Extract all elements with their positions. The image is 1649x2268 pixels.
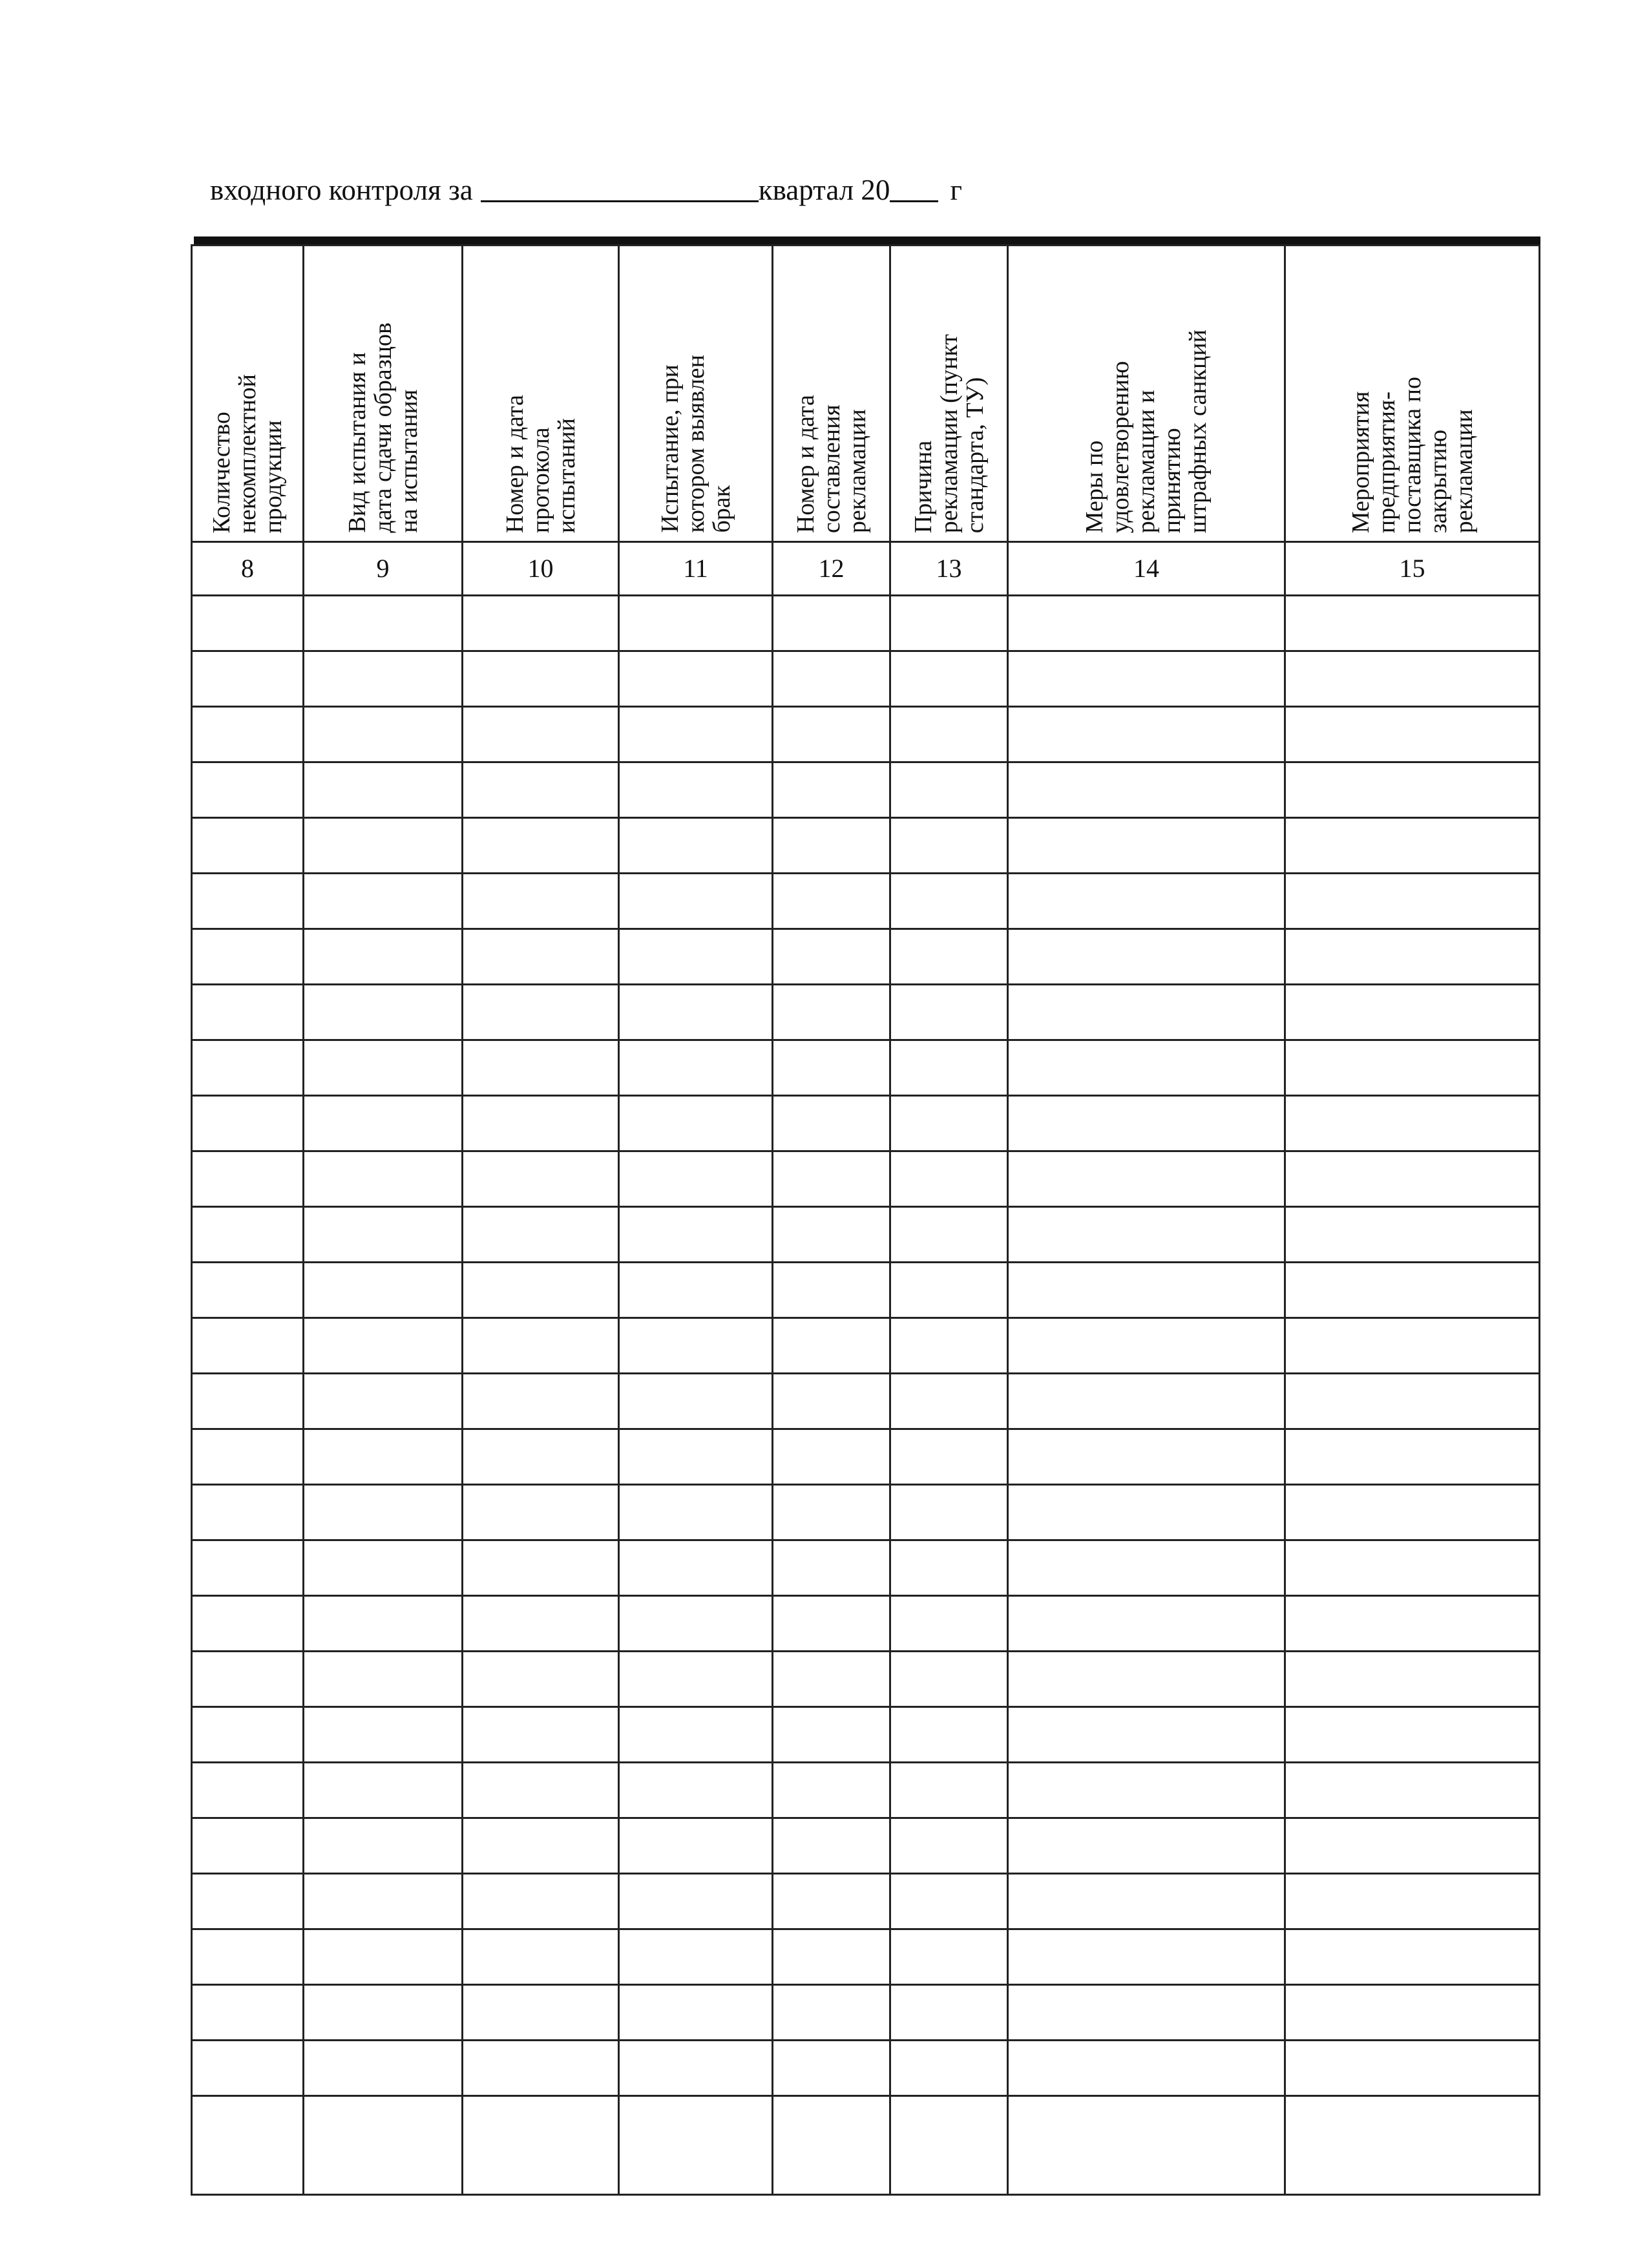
table-cell[interactable] xyxy=(1285,1374,1540,1429)
table-cell[interactable] xyxy=(304,1540,463,1596)
column-header-12 xyxy=(773,246,890,542)
table-cell[interactable] xyxy=(304,651,463,707)
table-cell[interactable] xyxy=(463,1429,619,1485)
table-cell[interactable] xyxy=(463,1596,619,1652)
table-cell[interactable] xyxy=(890,1596,1008,1652)
table-cell[interactable] xyxy=(619,651,773,707)
table-cell[interactable] xyxy=(463,1040,619,1096)
table-cell[interactable] xyxy=(773,1318,890,1374)
table-cell[interactable] xyxy=(192,1485,304,1540)
table-cell[interactable] xyxy=(192,596,304,651)
table-cell[interactable] xyxy=(619,1263,773,1318)
table-row xyxy=(192,1818,1540,1874)
table-cell[interactable] xyxy=(1285,2096,1540,2195)
table-row xyxy=(192,1929,1540,1985)
column-number: 9 xyxy=(304,542,463,596)
table-cell[interactable] xyxy=(304,1429,463,1485)
column-header-8 xyxy=(192,246,304,542)
table-cell[interactable] xyxy=(890,1763,1008,1818)
table-cell[interactable] xyxy=(1285,1040,1540,1096)
table-cell[interactable] xyxy=(463,651,619,707)
table-cell[interactable] xyxy=(773,985,890,1040)
table-cell[interactable] xyxy=(1285,1929,1540,1985)
table-cell[interactable] xyxy=(1008,707,1285,762)
table-cell[interactable] xyxy=(890,1151,1008,1207)
table-cell[interactable] xyxy=(304,1318,463,1374)
table-cell[interactable] xyxy=(304,762,463,818)
table-cell[interactable] xyxy=(192,707,304,762)
table-cell[interactable] xyxy=(1285,1763,1540,1818)
table-cell[interactable] xyxy=(773,707,890,762)
table-cell[interactable] xyxy=(773,1540,890,1596)
table-cell[interactable] xyxy=(1008,1763,1285,1818)
table-cell[interactable] xyxy=(463,818,619,874)
table-cell[interactable] xyxy=(773,1207,890,1263)
column-label: Испытание, при котором выявлен брак xyxy=(656,355,735,533)
table-cell[interactable] xyxy=(1008,1985,1285,2041)
table-cell[interactable] xyxy=(304,1596,463,1652)
table-cell[interactable] xyxy=(1008,1374,1285,1429)
table-cell[interactable] xyxy=(890,818,1008,874)
table-cell[interactable] xyxy=(773,1596,890,1652)
table-cell[interactable] xyxy=(773,1040,890,1096)
table-cell[interactable] xyxy=(304,1374,463,1429)
table-cell[interactable] xyxy=(1008,929,1285,985)
table-row xyxy=(192,1540,1540,1596)
table-cell[interactable] xyxy=(619,874,773,929)
table-cell[interactable] xyxy=(1285,985,1540,1040)
table-cell[interactable] xyxy=(1285,874,1540,929)
table-cell[interactable] xyxy=(192,1263,304,1318)
table-cell[interactable] xyxy=(192,1096,304,1151)
column-header-9 xyxy=(304,246,463,542)
table-cell[interactable] xyxy=(304,1096,463,1151)
table-cell[interactable] xyxy=(192,651,304,707)
table-row xyxy=(192,818,1540,874)
table-cell[interactable] xyxy=(304,2041,463,2096)
table-cell[interactable] xyxy=(192,1429,304,1485)
table-cell[interactable] xyxy=(890,1707,1008,1763)
table-row xyxy=(192,929,1540,985)
table-row xyxy=(192,1151,1540,1207)
table-cell[interactable] xyxy=(1285,1596,1540,1652)
table-cell[interactable] xyxy=(304,1929,463,1985)
table-cell[interactable] xyxy=(304,1485,463,1540)
table-cell[interactable] xyxy=(463,1374,619,1429)
table-cell[interactable] xyxy=(619,1096,773,1151)
table-cell[interactable] xyxy=(619,1374,773,1429)
column-number: 12 xyxy=(773,542,890,596)
table-row xyxy=(192,1485,1540,1540)
table-cell[interactable] xyxy=(304,1707,463,1763)
table-cell[interactable] xyxy=(1285,1207,1540,1263)
table-cell[interactable] xyxy=(463,1540,619,1596)
table-cell[interactable] xyxy=(619,1596,773,1652)
column-label: Номер и дата составления рекламации xyxy=(792,394,871,533)
table-cell[interactable] xyxy=(1285,707,1540,762)
table-cell[interactable] xyxy=(304,1263,463,1318)
table-row xyxy=(192,1096,1540,1151)
table-cell[interactable] xyxy=(1285,1874,1540,1929)
table-row xyxy=(192,1374,1540,1429)
table-cell[interactable] xyxy=(463,2096,619,2195)
table-cell[interactable] xyxy=(773,2096,890,2195)
table-cell[interactable] xyxy=(1008,985,1285,1040)
table-cell[interactable] xyxy=(463,596,619,651)
table-cell[interactable] xyxy=(619,1985,773,2041)
table-cell[interactable] xyxy=(192,762,304,818)
heading-text-after: г xyxy=(950,174,962,206)
table-cell[interactable] xyxy=(192,1929,304,1985)
table-cell[interactable] xyxy=(1008,1818,1285,1874)
table-cell[interactable] xyxy=(1008,1096,1285,1151)
table-cell[interactable] xyxy=(773,1485,890,1540)
table-cell[interactable] xyxy=(773,1818,890,1874)
table-cell[interactable] xyxy=(463,2041,619,2096)
table-cell[interactable] xyxy=(1008,1151,1285,1207)
table-cell[interactable] xyxy=(304,1207,463,1263)
table-cell[interactable] xyxy=(890,1652,1008,1707)
table-cell[interactable] xyxy=(890,985,1008,1040)
table-row xyxy=(192,1429,1540,1485)
table-cell[interactable] xyxy=(304,874,463,929)
table-cell[interactable] xyxy=(304,1985,463,2041)
table-cell[interactable] xyxy=(192,929,304,985)
table-cell[interactable] xyxy=(1285,1263,1540,1318)
table-cell[interactable] xyxy=(619,818,773,874)
table-cell[interactable] xyxy=(619,929,773,985)
table-cell[interactable] xyxy=(619,985,773,1040)
table-cell[interactable] xyxy=(304,707,463,762)
table-cell[interactable] xyxy=(192,818,304,874)
table-header-row xyxy=(192,246,1540,542)
table-cell[interactable] xyxy=(773,2041,890,2096)
table-cell[interactable] xyxy=(890,1263,1008,1318)
table-cell[interactable] xyxy=(1008,1596,1285,1652)
table-cell[interactable] xyxy=(619,1707,773,1763)
table-cell[interactable] xyxy=(304,818,463,874)
table-cell[interactable] xyxy=(773,818,890,874)
table-cell[interactable] xyxy=(304,1818,463,1874)
table-cell[interactable] xyxy=(773,651,890,707)
table-cell[interactable] xyxy=(304,1763,463,1818)
table-cell[interactable] xyxy=(192,1151,304,1207)
column-number-row xyxy=(192,542,1540,596)
table-row xyxy=(192,2096,1540,2195)
table-cell[interactable] xyxy=(463,1096,619,1151)
table-cell[interactable] xyxy=(304,1040,463,1096)
table-cell[interactable] xyxy=(773,1985,890,2041)
table-cell[interactable] xyxy=(890,651,1008,707)
table-row xyxy=(192,1985,1540,2041)
table-row xyxy=(192,1318,1540,1374)
table-cell[interactable] xyxy=(890,1040,1008,1096)
table-cell[interactable] xyxy=(890,1096,1008,1151)
table-row xyxy=(192,596,1540,651)
table-cell[interactable] xyxy=(619,707,773,762)
table-cell[interactable] xyxy=(192,1207,304,1263)
inspection-table xyxy=(191,244,1540,2196)
table-cell[interactable] xyxy=(1008,874,1285,929)
table-cell[interactable] xyxy=(1285,1151,1540,1207)
table-cell[interactable] xyxy=(619,1151,773,1207)
column-number: 10 xyxy=(463,542,619,596)
table-cell[interactable] xyxy=(773,1763,890,1818)
table-row xyxy=(192,651,1540,707)
table-cell[interactable] xyxy=(463,1985,619,2041)
column-label: Меры по удовлетворению рекламации и принятию штрафных санкций xyxy=(1081,329,1212,533)
table-cell[interactable] xyxy=(1008,596,1285,651)
table-cell[interactable] xyxy=(1008,1540,1285,1596)
table-cell[interactable] xyxy=(192,1985,304,2041)
table-cell[interactable] xyxy=(192,985,304,1040)
table-row xyxy=(192,707,1540,762)
table-cell[interactable] xyxy=(773,1151,890,1207)
table-row xyxy=(192,1707,1540,1763)
table-cell[interactable] xyxy=(773,762,890,818)
table-cell[interactable] xyxy=(890,1929,1008,1985)
table-cell[interactable] xyxy=(619,1429,773,1485)
table-cell[interactable] xyxy=(1008,651,1285,707)
table-cell[interactable] xyxy=(463,929,619,985)
table-cell[interactable] xyxy=(192,1374,304,1429)
table-row xyxy=(192,2041,1540,2096)
table-cell[interactable] xyxy=(1008,1652,1285,1707)
table-cell[interactable] xyxy=(1285,1985,1540,2041)
table-cell[interactable] xyxy=(192,1763,304,1818)
table-cell[interactable] xyxy=(463,1151,619,1207)
table-row xyxy=(192,874,1540,929)
column-label: Номер и дата протокола испытаний xyxy=(501,394,580,533)
top-thick-rule xyxy=(194,236,1540,244)
table-cell[interactable] xyxy=(1285,818,1540,874)
table-cell[interactable] xyxy=(1285,1652,1540,1707)
table-cell[interactable] xyxy=(773,1652,890,1707)
table-cell[interactable] xyxy=(619,1763,773,1818)
table-cell[interactable] xyxy=(773,1374,890,1429)
table-cell[interactable] xyxy=(304,2096,463,2195)
table-cell[interactable] xyxy=(1285,1707,1540,1763)
table-cell[interactable] xyxy=(773,929,890,985)
table-cell[interactable] xyxy=(1008,1207,1285,1263)
table-cell[interactable] xyxy=(890,596,1008,651)
table-cell[interactable] xyxy=(463,1652,619,1707)
table-cell[interactable] xyxy=(890,1207,1008,1263)
table-cell[interactable] xyxy=(1285,596,1540,651)
table-cell[interactable] xyxy=(890,1874,1008,1929)
table-cell[interactable] xyxy=(890,929,1008,985)
table-row xyxy=(192,1652,1540,1707)
table-cell[interactable] xyxy=(463,1207,619,1263)
table-cell[interactable] xyxy=(1008,1263,1285,1318)
table-cell[interactable] xyxy=(890,1429,1008,1485)
table-cell[interactable] xyxy=(463,1929,619,1985)
table-cell[interactable] xyxy=(619,2096,773,2195)
table-cell[interactable] xyxy=(463,762,619,818)
table-cell[interactable] xyxy=(773,1929,890,1985)
table-cell[interactable] xyxy=(192,1596,304,1652)
table-cell[interactable] xyxy=(619,1818,773,1874)
column-header-14 xyxy=(1008,246,1285,542)
table-cell[interactable] xyxy=(1008,2041,1285,2096)
table-cell[interactable] xyxy=(1285,1096,1540,1151)
table-cell[interactable] xyxy=(304,985,463,1040)
table-cell[interactable] xyxy=(304,1151,463,1207)
table-cell[interactable] xyxy=(304,1874,463,1929)
table-cell[interactable] xyxy=(1008,1874,1285,1929)
table-cell[interactable] xyxy=(463,1318,619,1374)
year-blank-field[interactable] xyxy=(890,172,938,202)
table-cell[interactable] xyxy=(192,1707,304,1763)
table-cell[interactable] xyxy=(1008,1707,1285,1763)
column-number: 15 xyxy=(1285,542,1540,596)
table-cell[interactable] xyxy=(619,1540,773,1596)
table-cell[interactable] xyxy=(1008,818,1285,874)
column-label: Причина рекламации (пункт стандарта, ТУ) xyxy=(909,333,989,533)
table-cell[interactable] xyxy=(773,1429,890,1485)
table-cell[interactable] xyxy=(192,1540,304,1596)
table-cell[interactable] xyxy=(619,2041,773,2096)
table-cell[interactable] xyxy=(192,1318,304,1374)
table-cell[interactable] xyxy=(619,1318,773,1374)
table-cell[interactable] xyxy=(192,1652,304,1707)
heading-text-before: входного контроля за xyxy=(210,174,473,206)
table-cell[interactable] xyxy=(463,1263,619,1318)
table-cell[interactable] xyxy=(619,1040,773,1096)
table-cell[interactable] xyxy=(773,1874,890,1929)
table-cell[interactable] xyxy=(463,985,619,1040)
table-cell[interactable] xyxy=(192,2096,304,2195)
table-row xyxy=(192,985,1540,1040)
column-number: 14 xyxy=(1008,542,1285,596)
table-cell[interactable] xyxy=(619,1874,773,1929)
table-cell[interactable] xyxy=(773,874,890,929)
table-cell[interactable] xyxy=(1285,1818,1540,1874)
table-cell[interactable] xyxy=(304,596,463,651)
table-cell[interactable] xyxy=(773,1263,890,1318)
table-cell[interactable] xyxy=(192,1818,304,1874)
table-cell[interactable] xyxy=(619,1485,773,1540)
table-cell[interactable] xyxy=(773,1096,890,1151)
table-cell[interactable] xyxy=(304,1652,463,1707)
table-cell[interactable] xyxy=(1008,1040,1285,1096)
table-cell[interactable] xyxy=(1008,762,1285,818)
table-row xyxy=(192,1040,1540,1096)
period-blank-field[interactable] xyxy=(481,172,759,202)
table-cell[interactable] xyxy=(192,2041,304,2096)
table-cell[interactable] xyxy=(890,1985,1008,2041)
column-header-15 xyxy=(1285,246,1540,542)
table-row xyxy=(192,1596,1540,1652)
table-cell[interactable] xyxy=(304,929,463,985)
table-cell[interactable] xyxy=(1285,651,1540,707)
table-cell[interactable] xyxy=(619,596,773,651)
column-header-10 xyxy=(463,246,619,542)
table-row xyxy=(192,762,1540,818)
table-cell[interactable] xyxy=(192,1874,304,1929)
column-label: Вид испытания и дата сдачи образцов на испытания xyxy=(343,322,423,533)
table-cell[interactable] xyxy=(773,1707,890,1763)
table-cell[interactable] xyxy=(890,2041,1008,2096)
table-cell[interactable] xyxy=(1285,1318,1540,1374)
table-cell[interactable] xyxy=(1008,1929,1285,1985)
table-cell[interactable] xyxy=(1008,2096,1285,2195)
table-cell[interactable] xyxy=(619,762,773,818)
table-cell[interactable] xyxy=(1285,1540,1540,1596)
table-cell[interactable] xyxy=(890,762,1008,818)
table-cell[interactable] xyxy=(192,874,304,929)
column-number: 8 xyxy=(192,542,304,596)
table-cell[interactable] xyxy=(463,1707,619,1763)
table-row xyxy=(192,1263,1540,1318)
table-cell[interactable] xyxy=(619,1652,773,1707)
table-cell[interactable] xyxy=(1285,1485,1540,1540)
column-header-13 xyxy=(890,246,1008,542)
table-cell[interactable] xyxy=(1285,762,1540,818)
table-cell[interactable] xyxy=(463,874,619,929)
table-cell[interactable] xyxy=(890,1818,1008,1874)
table-cell[interactable] xyxy=(1285,929,1540,985)
column-header-11 xyxy=(619,246,773,542)
column-label: Количество некомплектной продукции xyxy=(208,373,287,533)
table-cell[interactable] xyxy=(890,1540,1008,1596)
table-cell[interactable] xyxy=(1008,1429,1285,1485)
table-cell[interactable] xyxy=(463,707,619,762)
table-row xyxy=(192,1763,1540,1818)
column-number: 13 xyxy=(890,542,1008,596)
form-heading xyxy=(210,169,962,208)
table-cell[interactable] xyxy=(1285,1429,1540,1485)
table-cell[interactable] xyxy=(890,707,1008,762)
table-row xyxy=(192,1874,1540,1929)
table-cell[interactable] xyxy=(192,1040,304,1096)
table-cell[interactable] xyxy=(463,1818,619,1874)
column-number: 11 xyxy=(619,542,773,596)
table-cell[interactable] xyxy=(890,2096,1008,2195)
table-cell[interactable] xyxy=(1008,1485,1285,1540)
table-cell[interactable] xyxy=(463,1485,619,1540)
table-cell[interactable] xyxy=(773,596,890,651)
table-cell[interactable] xyxy=(890,1318,1008,1374)
table-cell[interactable] xyxy=(619,1929,773,1985)
table-cell[interactable] xyxy=(463,1874,619,1929)
heading-text-middle: квартал 20 xyxy=(758,174,890,206)
table-cell[interactable] xyxy=(1285,2041,1540,2096)
column-label: Мероприятия предприятия- поставщика по закрытию рекламации xyxy=(1347,376,1478,533)
table-cell[interactable] xyxy=(463,1763,619,1818)
table-cell[interactable] xyxy=(890,874,1008,929)
table-row xyxy=(192,1207,1540,1263)
table-cell[interactable] xyxy=(619,1207,773,1263)
table-cell[interactable] xyxy=(1008,1318,1285,1374)
table-cell[interactable] xyxy=(890,1485,1008,1540)
table-cell[interactable] xyxy=(890,1374,1008,1429)
